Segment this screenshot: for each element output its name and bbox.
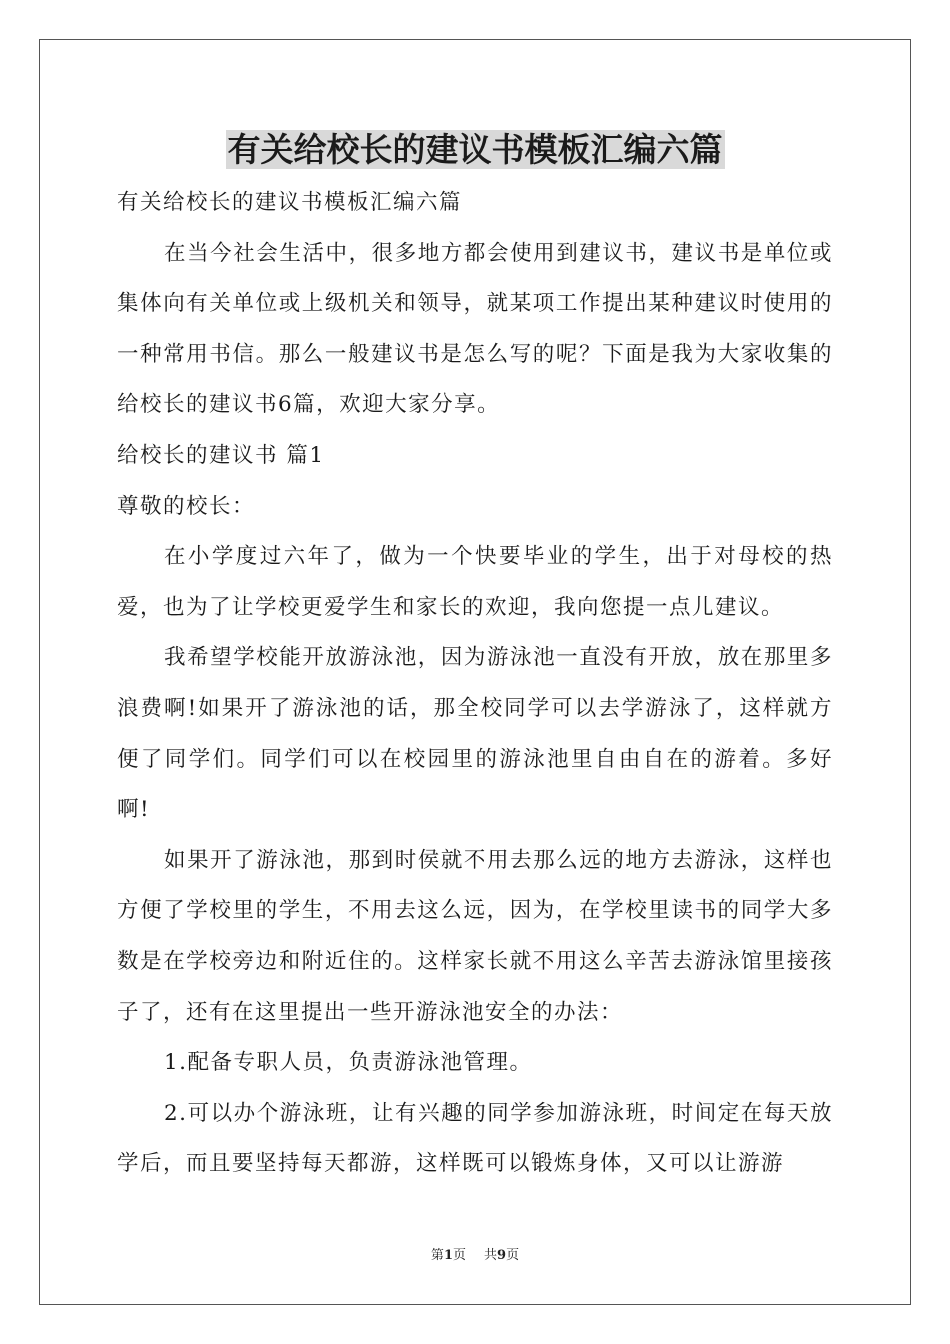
body-paragraph: 如果开了游泳池，那到时侯就不用去那么远的地方去游泳，这样也方便了学校里的学生，不用去这么远，因为，在学校里读书的同学大多数是在学校旁边和附近住的。这样家长就不用这么辛苦去游泳馆里接孩子了，还有在这里提出一些开游泳池安全的办法：	[117, 847, 833, 1025]
list-item: 2.可以办个游泳班，让有兴趣的同学参加游泳班，时间定在每天放学后，而且要坚持每天都游，这样既可以锻炼身体，又可以让游游	[117, 1100, 833, 1177]
document-body	[117, 178, 833, 1190]
body-paragraph: 我希望学校能开放游泳池，因为游泳池一直没有开放，放在那里多浪费啊!如果开了游泳池的话，那全校同学可以去学游泳了，这样就方便了同学们。同学们可以在校园里的游泳池里自由自在的游着。多好啊!	[117, 645, 833, 823]
subtitle-paragraph: 有关给校长的建议书模板汇编六篇	[117, 190, 463, 215]
total-suffix: 页	[506, 1248, 520, 1263]
intro-paragraph: 在当今社会生活中，很多地方都会使用到建议书，建议书是单位或集体向有关单位或上级机关和领导，就某项工作提出某种建议时使用的一种常用书信。那么一般建议书是怎么写的呢？下面是我为大家收集的给校长的建议书6篇，欢迎大家分享。	[117, 240, 833, 418]
body-paragraph: 在小学度过六年了，做为一个快要毕业的学生，出于对母校的热爱，也为了让学校更爱学生和家长的欢迎，我向您提一点儿建议。	[117, 544, 833, 620]
total-pages: 9	[497, 1248, 507, 1263]
list-item: 1.配备专职人员，负责游泳池管理。	[164, 1050, 533, 1076]
page-suffix: 页	[452, 1248, 466, 1263]
salutation: 尊敬的校长：	[117, 493, 256, 519]
page-number: 1	[443, 1248, 453, 1263]
section-heading: 给校长的建议书 篇1	[117, 442, 325, 468]
document-title	[0, 128, 950, 172]
total-prefix: 共	[484, 1248, 498, 1263]
page-footer	[0, 1248, 950, 1264]
document-title-text: 有关给校长的建议书模板汇编六篇	[227, 130, 723, 169]
page-prefix: 第	[430, 1248, 444, 1263]
